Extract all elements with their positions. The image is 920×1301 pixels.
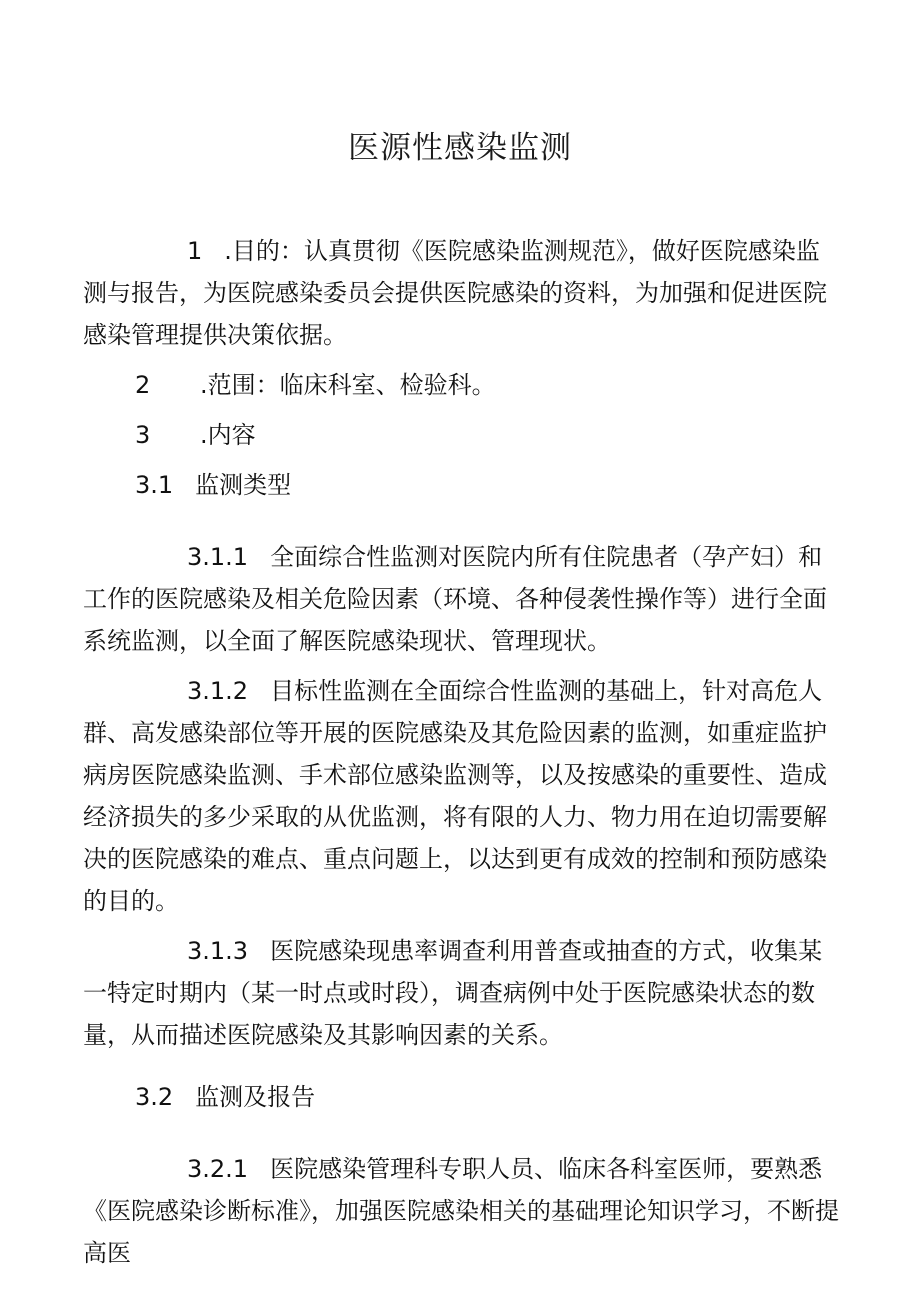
section-text: 监测及报告 — [195, 1083, 316, 1111]
section-text: 医院感染现患率调查利用普查或抽查的方式，收集某一特定时期内（某一时点或时段），调查病例中处于医院感染状态的数量，从而描述医院感染及其影响因素的关系。 — [83, 937, 823, 1049]
section-number: 3.2.1 — [187, 1155, 249, 1183]
document-body — [83, 230, 843, 1274]
section-3-2-1 — [83, 1148, 843, 1274]
section-1 — [83, 230, 843, 356]
section-3-2 — [83, 1076, 843, 1118]
section-number: 2 — [135, 371, 151, 399]
section-text: .内容 — [200, 421, 256, 449]
section-2 — [83, 364, 843, 406]
section-text: .目的：认真贯彻《医院感染监测规范》，做好医院感染监测与报告，为医院感染委员会提供医院感染的资料，为加强和促进医院感染管理提供决策依据。 — [83, 237, 827, 349]
section-number: 3.1 — [135, 471, 174, 499]
section-number: 3.1.1 — [187, 543, 249, 571]
section-text: 目标性监测在全面综合性监测的基础上，针对高危人群、高发感染部位等开展的医院感染及其危险因素的监测，如重症监护病房医院感染监测、手术部位感染监测等，以及按感染的重要性、造成经济损失的多少采取的从优监测，将有限的人力、物力用在迫切需要解决的医院感染的难点、重点问题上，以达到更有成效的控制和预防感染的目的。 — [83, 677, 827, 915]
section-number: 1 — [187, 237, 203, 265]
section-3 — [83, 414, 843, 456]
section-text: 监测类型 — [195, 471, 292, 499]
section-number: 3.1.2 — [187, 677, 249, 705]
section-text: 医院感染管理科专职人员、临床各科室医师，要熟悉《医院感染诊断标准》，加强医院感染相关的基础理论知识学习，不断提高医 — [83, 1155, 839, 1267]
section-number: 3.2 — [135, 1083, 174, 1111]
section-3-1-3 — [83, 930, 843, 1056]
section-text: .范围：临床科室、检验科。 — [200, 371, 496, 399]
section-number: 3 — [135, 421, 151, 449]
section-3-1-1 — [83, 536, 843, 662]
section-3-1 — [83, 464, 843, 506]
section-text: 全面综合性监测对医院内所有住院患者（孕产妇）和工作的医院感染及相关危险因素（环境、各种侵袭性操作等）进行全面系统监测，以全面了解医院感染现状、管理现状。 — [83, 543, 827, 655]
section-number: 3.1.3 — [187, 937, 249, 965]
page-title: 医源性感染监测 — [348, 130, 572, 166]
section-3-1-2 — [83, 670, 843, 922]
